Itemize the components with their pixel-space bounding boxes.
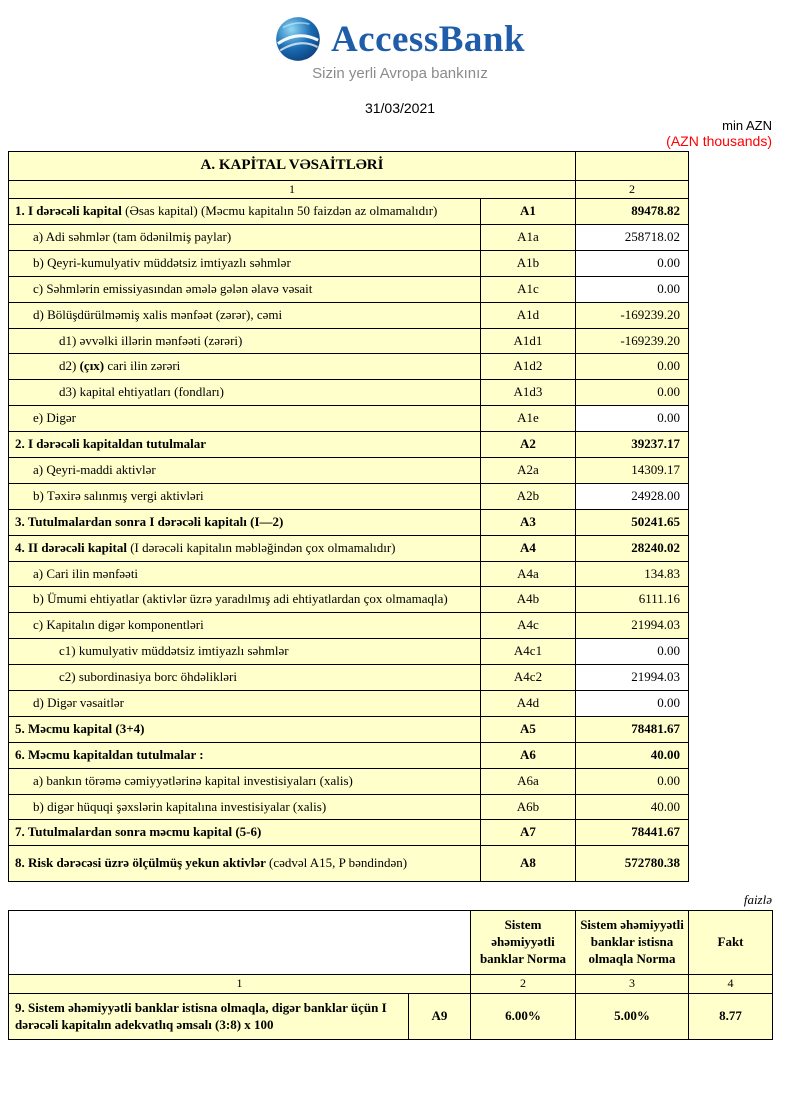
row-code: A1 xyxy=(481,199,576,225)
table-row xyxy=(9,250,689,276)
row-code: A1d3 xyxy=(481,380,576,406)
row-value: 39237.17 xyxy=(576,432,689,458)
row-label: c) Kapitalın digər komponentləri xyxy=(9,613,481,639)
table-row xyxy=(9,380,689,406)
table-row xyxy=(9,613,689,639)
adequacy-header-row xyxy=(9,911,773,975)
row-label: d2) (çıx) cari ilin zərəri xyxy=(9,354,481,380)
row-label: c) Səhmlərin emissiyasından əmələ gələn əlavə vəsait xyxy=(9,276,481,302)
row-value: -169239.20 xyxy=(576,328,689,354)
capital-table xyxy=(8,151,689,882)
row-label: d) Digər vəsaitlər xyxy=(9,691,481,717)
row-value: 258718.02 xyxy=(576,224,689,250)
row-label: c2) subordinasiya borc öhdəlikləri xyxy=(9,665,481,691)
row-label: a) bankın törəmə cəmiyyətlərinə kapital investisiyaları (xalis) xyxy=(9,768,481,794)
header-systemic-norm: Sistem əhəmiyyətli banklar Norma xyxy=(471,911,576,975)
row-value: 40.00 xyxy=(576,742,689,768)
row-label: 1. I dərəcəli kapital (Əsas kapital) (Məcmu kapitalın 50 faizdən az olmamalıdır) xyxy=(9,199,481,225)
row-code: A2a xyxy=(481,458,576,484)
table-row xyxy=(9,535,689,561)
row-code: A8 xyxy=(481,846,576,882)
row-label: e) Digər xyxy=(9,406,481,432)
table-row xyxy=(9,820,689,846)
table-row xyxy=(9,276,689,302)
header-fact: Fakt xyxy=(689,911,773,975)
row-value: 8.77 xyxy=(689,993,773,1040)
row-label: d) Bölüşdürülməmiş xalis mənfəət (zərər), cəmi xyxy=(9,302,481,328)
row-label: b) Ümumi ehtiyatlar (aktivlər üzrə yaradılmış adi ehtiyatlardan çox olmamaqla) xyxy=(9,587,481,613)
table-row xyxy=(9,406,689,432)
row-value: 89478.82 xyxy=(576,199,689,225)
bank-name: AccessBank xyxy=(330,18,526,60)
row-value: 0.00 xyxy=(576,250,689,276)
row-label: 8. Risk dərəcəsi üzrə ölçülmüş yekun aktivlər (cədvəl A15, P bəndindən) xyxy=(9,846,481,882)
adequacy-table xyxy=(8,910,773,1040)
column-number-4: 4 xyxy=(689,975,773,994)
header-excl-systemic-norm: Sistem əhəmiyyətli banklar istisna olmaqla Norma xyxy=(576,911,689,975)
row-code: A4d xyxy=(481,691,576,717)
column-number-2: 2 xyxy=(471,975,576,994)
row-value: 21994.03 xyxy=(576,613,689,639)
row-label: 9. Sistem əhəmiyyətli banklar istisna olmaqla, digər banklar üçün I dərəcəli kapitalın adekvatlıq əmsalı (3:8) x 100 xyxy=(9,993,409,1040)
row-code: A2 xyxy=(481,432,576,458)
column-number-2: 2 xyxy=(576,180,689,199)
row-value: 78481.67 xyxy=(576,716,689,742)
table-row xyxy=(9,199,689,225)
row-value: 78441.67 xyxy=(576,820,689,846)
row-code: A1b xyxy=(481,250,576,276)
row-code: A4 xyxy=(481,535,576,561)
table-title-empty-cell xyxy=(576,152,689,181)
column-number-3: 3 xyxy=(576,975,689,994)
row-label: c1) kumulyativ müddətsiz imtiyazlı səhmlər xyxy=(9,639,481,665)
row-label: d3) kapital ehtiyatları (fondları) xyxy=(9,380,481,406)
row-value: 572780.38 xyxy=(576,846,689,882)
row-value: 28240.02 xyxy=(576,535,689,561)
column-number-1: 1 xyxy=(9,975,471,994)
table-row xyxy=(9,509,689,535)
row-label: b) digər hüquqi şəxslərin kapitalına investisiyalar (xalis) xyxy=(9,794,481,820)
table-row xyxy=(9,716,689,742)
row-value: 0.00 xyxy=(576,406,689,432)
table-row xyxy=(9,354,689,380)
column-number-1: 1 xyxy=(9,180,576,199)
row-value: 40.00 xyxy=(576,794,689,820)
row-value: -169239.20 xyxy=(576,302,689,328)
row-code: A4c1 xyxy=(481,639,576,665)
accessbank-globe-icon xyxy=(275,16,321,62)
table-row xyxy=(9,302,689,328)
table-row xyxy=(9,993,773,1040)
unit-notes xyxy=(0,118,772,149)
row-code: A2b xyxy=(481,483,576,509)
row-value: 0.00 xyxy=(576,276,689,302)
row-label: b) Təxirə salınmış vergi aktivləri xyxy=(9,483,481,509)
row-value: 50241.65 xyxy=(576,509,689,535)
row-code: A1d xyxy=(481,302,576,328)
row-label: 6. Məcmu kapitaldan tutulmalar : xyxy=(9,742,481,768)
table-row xyxy=(9,328,689,354)
row-label: b) Qeyri-kumulyativ müddətsiz imtiyazlı səhmlər xyxy=(9,250,481,276)
row-code: A6a xyxy=(481,768,576,794)
row-code: A4c xyxy=(481,613,576,639)
row-code: A1e xyxy=(481,406,576,432)
row-value: 0.00 xyxy=(576,768,689,794)
row-value: 21994.03 xyxy=(576,665,689,691)
row-code: A1c xyxy=(481,276,576,302)
bank-logo xyxy=(0,0,800,62)
row-value: 134.83 xyxy=(576,561,689,587)
table-row xyxy=(9,742,689,768)
table-row xyxy=(9,846,689,882)
row-value: 0.00 xyxy=(576,639,689,665)
report-date: 31/03/2021 xyxy=(364,100,436,116)
table-row xyxy=(9,639,689,665)
row-value: 14309.17 xyxy=(576,458,689,484)
table-title: A. KAPİTAL VƏSAİTLƏRİ xyxy=(9,152,576,181)
bank-tagline: Sizin yerli Avropa bankınız xyxy=(312,65,488,82)
row-value: 0.00 xyxy=(576,380,689,406)
table-row xyxy=(9,483,689,509)
row-code: A9 xyxy=(409,993,471,1040)
table-row xyxy=(9,665,689,691)
row-value: 0.00 xyxy=(576,354,689,380)
row-label: 3. Tutulmalardan sonra I dərəcəli kapitalı (I—2) xyxy=(9,509,481,535)
row-code: A5 xyxy=(481,716,576,742)
row-code: A7 xyxy=(481,820,576,846)
row-value: 5.00% xyxy=(576,993,689,1040)
row-value: 6111.16 xyxy=(576,587,689,613)
table-row xyxy=(9,561,689,587)
row-label: a) Cari ilin mənfəəti xyxy=(9,561,481,587)
row-label: 2. I dərəcəli kapitaldan tutulmalar xyxy=(9,432,481,458)
row-value: 24928.00 xyxy=(576,483,689,509)
table-row xyxy=(9,432,689,458)
row-code: A1d1 xyxy=(481,328,576,354)
row-label: a) Qeyri-maddi aktivlər xyxy=(9,458,481,484)
unit-note-azn: min AZN xyxy=(722,118,772,133)
row-value: 6.00% xyxy=(471,993,576,1040)
row-code: A6b xyxy=(481,794,576,820)
row-label: 4. II dərəcəli kapital (I dərəcəli kapitalın məbləğindən çox olmamalıdır) xyxy=(9,535,481,561)
row-code: A3 xyxy=(481,509,576,535)
row-code: A1d2 xyxy=(481,354,576,380)
table-row xyxy=(9,224,689,250)
adequacy-number-row xyxy=(9,975,773,994)
row-code: A4c2 xyxy=(481,665,576,691)
unit-note-thousands: (AZN thousands) xyxy=(666,133,772,149)
column-number-row xyxy=(9,180,689,199)
row-code: A4a xyxy=(481,561,576,587)
row-code: A4b xyxy=(481,587,576,613)
table-row xyxy=(9,768,689,794)
table-row xyxy=(9,587,689,613)
row-label: 7. Tutulmalardan sonra məcmu kapital (5-6) xyxy=(9,820,481,846)
header-empty-cell xyxy=(9,911,471,975)
table-title-row xyxy=(9,152,689,181)
row-label: a) Adi səhmlər (tam ödənilmiş paylar) xyxy=(9,224,481,250)
table-row xyxy=(9,691,689,717)
table-row xyxy=(9,458,689,484)
row-value: 0.00 xyxy=(576,691,689,717)
percent-note: faizlə xyxy=(743,892,772,908)
row-code: A1a xyxy=(481,224,576,250)
row-label: 5. Məcmu kapital (3+4) xyxy=(9,716,481,742)
table-row xyxy=(9,794,689,820)
row-code: A6 xyxy=(481,742,576,768)
row-label: d1) əvvəlki illərin mənfəəti (zərəri) xyxy=(9,328,481,354)
